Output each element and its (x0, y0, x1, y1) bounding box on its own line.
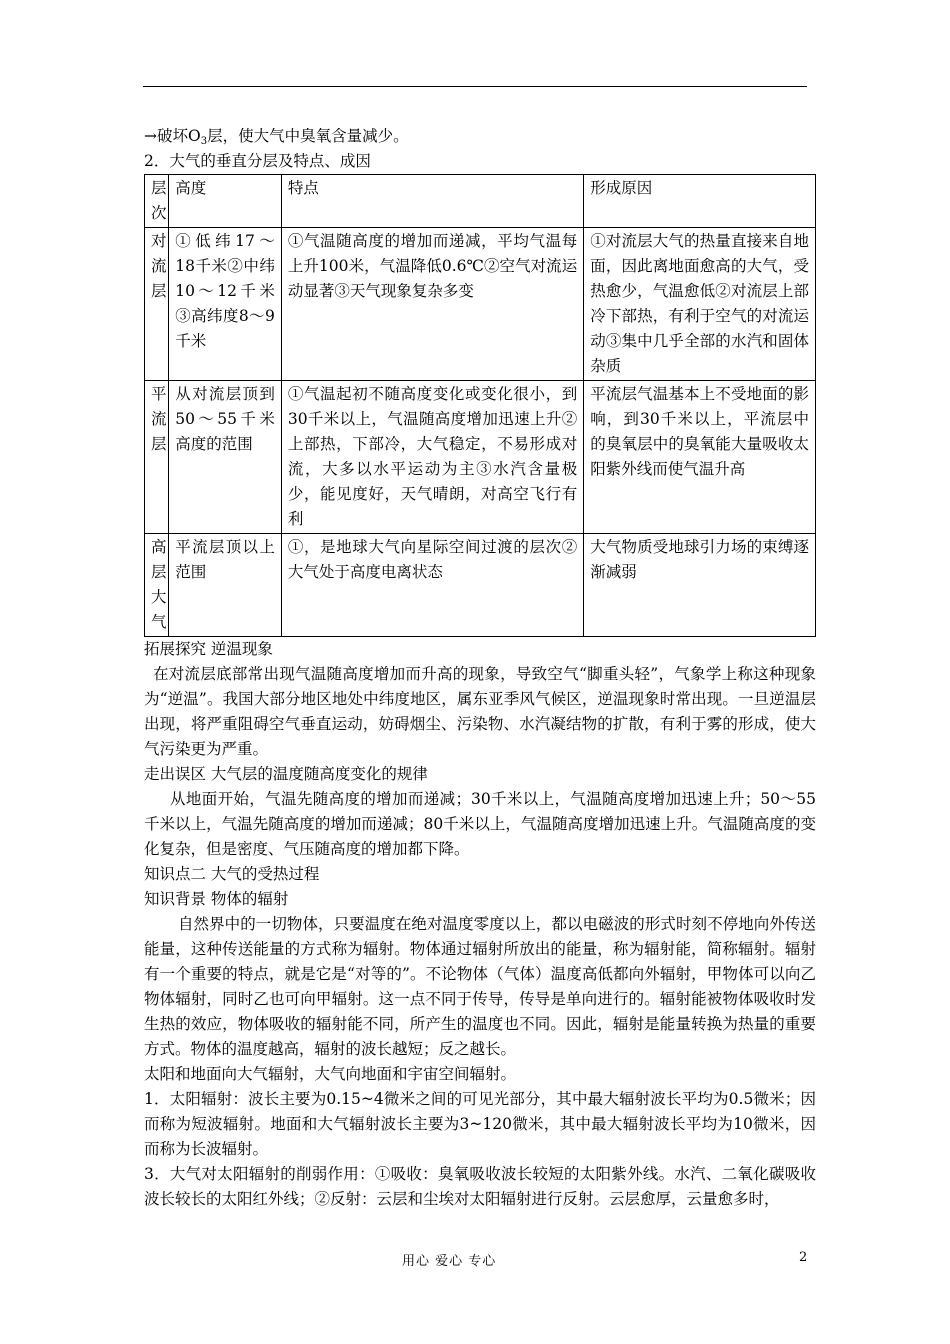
section-heading: 2．大气的垂直分层及特点、成因 (144, 152, 371, 170)
header-height: 高度 (169, 175, 282, 228)
page-number: 2 (799, 1250, 808, 1265)
layer-name: 高层大气 (145, 534, 169, 637)
extension-heading: 拓展探究 逆温现象 (144, 640, 273, 658)
misconception-paragraph: 从地面开始，气温先随高度的增加而递减；30千米以上，气温随高度增加迅速上升；50～55千米以上，气温先随高度的增加而递减；80千米以上，气温随高度增加迅速上升。气温随高度的变化复杂，但是密度、气压随高度的增加都下降。 (144, 790, 816, 858)
layer-features: ①气温随高度的增加而递减，平均气温每上升100米，气温降低0.6℃②空气对流运动显著③天气现象复杂多变 (281, 228, 583, 381)
layer-features: ①气温起初不随高度变化或变化很小，到30千米以上，气温随高度增加迅速上升②上部热，下部冷，大气稳定，不易形成对流，大多以水平运动为主③水汽含量极少，能见度好，天气晴朗，对高空飞行有利 (281, 381, 583, 534)
table-header-row (145, 175, 816, 228)
layer-height: 平流层顶以上范围 (169, 534, 282, 637)
header-layer: 层次 (145, 175, 169, 228)
layer-name: 平流层 (145, 381, 169, 534)
layer-name: 对流层 (145, 228, 169, 381)
header-causes: 形成原因 (584, 175, 816, 228)
table-row (145, 381, 816, 534)
table-row (145, 534, 816, 637)
layer-height: 从对流层顶到50～55千米高度的范围 (169, 381, 282, 534)
table-row (145, 228, 816, 381)
knowledge-point-heading: 知识点二 大气的受热过程 (144, 865, 320, 883)
layer-features: ①，是地球大气向星际空间过渡的层次②大气处于高度电离状态 (281, 534, 583, 637)
header-features: 特点 (281, 175, 583, 228)
header-rule (143, 86, 807, 87)
layer-causes: 大气物质受地球引力场的束缚逐渐减弱 (584, 534, 816, 637)
extension-paragraph: 在对流层底部常出现气温随高度增加而升高的现象，导致空气“脚重头轻”，气象学上称这种现象为“逆温”。我国大部分地区地处中纬度地区，属东亚季风气候区，逆温现象时常出现。一旦逆温层出现，将严重阻碍空气垂直运动，妨碍烟尘、污染物、水汽凝结物的扩散，有利于雾的形成，使大气污染更为严重。 (144, 665, 816, 758)
intro-line: →破坏$O_3$层，使大气中臭氧含量减少。 (144, 127, 409, 147)
radiation-line: 太阳和地面向大气辐射，大气向地面和宇宙空间辐射。 (144, 1065, 517, 1083)
point-3-paragraph: 3．大气对太阳辐射的削弱作用：①吸收：臭氧吸收波长较短的太阳紫外线。水汽、二氧化碳吸收波长较长的太阳红外线；②反射：云层和尘埃对太阳辐射进行反射。云层愈厚，云量愈多时， (144, 1165, 816, 1208)
layer-causes: ①对流层大气的热量直接来自地面，因此离地面愈高的大气，受热愈少，气温愈低②对流层上部冷下部热，有利于空气的对流运动③集中几乎全部的水汽和固体杂质 (584, 228, 816, 381)
layer-height: ①低纬17～18千米②中纬10～12千米③高纬度8～9千米 (169, 228, 282, 381)
point-1-paragraph: 1．太阳辐射：波长主要为0.15~4微米之间的可见光部分，其中最大辐射波长平均为0.5微米；因而称为短波辐射。地面和大气辐射波长主要为3~120微米，其中最大辐射波长平均为10微米，因而称为长波辐射。 (144, 1090, 816, 1158)
atmosphere-layers-table (144, 174, 816, 637)
layer-causes: 平流层气温基本上不受地面的影响，到30千米以上，平流层中的臭氧层中的臭氧能大量吸收太阳紫外线而使气温升高 (584, 381, 816, 534)
footer-motto: 用心 爱心 专心 (402, 1254, 497, 1269)
page-content (144, 124, 816, 1212)
background-paragraph: 自然界中的一切物体，只要温度在绝对温度零度以上，都以电磁波的形式时刻不停地向外传送能量，这种传送能量的方式称为辐射。物体通过辐射所放出的能量，称为辐射能，简称辐射。辐射有一个重要的特点，就是它是“对等的”。不论物体（气体）温度高低都向外辐射，甲物体可以向乙物体辐射，同时乙也可向甲辐射。这一点不同于传导，传导是单向进行的。辐射能被物体吸收时发生热的效应，物体吸收的辐射能不同，所产生的温度也不同。因此，辐射是能量转换为热量的重要方式。物体的温度越高，辐射的波长越短；反之越长。 (144, 915, 816, 1058)
misconception-heading: 走出误区 大气层的温度随高度变化的规律 (144, 765, 428, 783)
background-heading: 知识背景 物体的辐射 (144, 890, 289, 908)
